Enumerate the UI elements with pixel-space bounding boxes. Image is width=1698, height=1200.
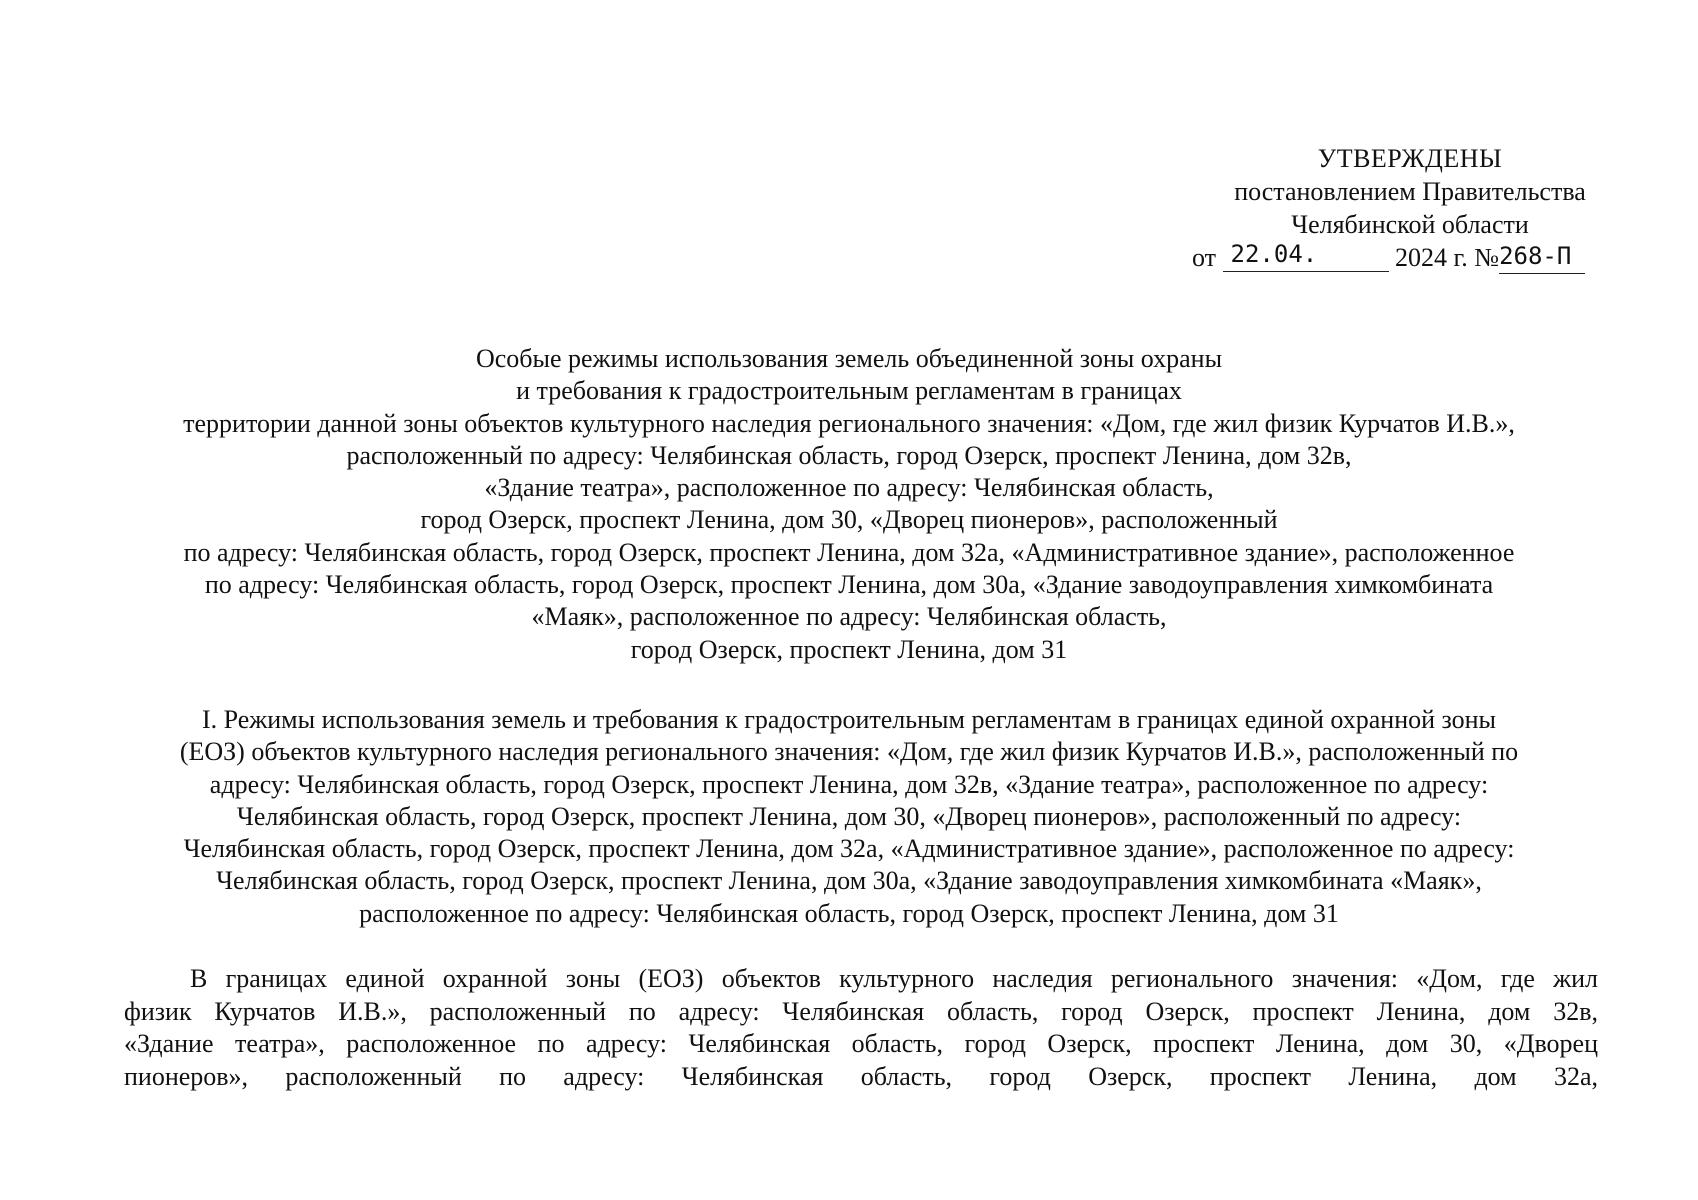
body-paragraph	[124, 963, 1598, 1093]
approval-region-line: Челябинской области	[1291, 210, 1529, 239]
section-heading-line: адресу: Челябинская область, город Озерск, проспект Ленина, дом 32в, «Здание театра», расположенное по адресу:	[209, 769, 1489, 799]
title-line: Особые режимы использования земель объединенной зоны охраны	[475, 344, 1223, 373]
approval-date-line	[1192, 241, 1640, 276]
section-heading-line: I. Режимы использования земель и требования к градостроительным регламентам в границах единой охранной зоны	[201, 705, 1497, 734]
document-title	[100, 343, 1598, 666]
title-line: территории данной зоны объектов культурного наследия регионального значения: «Дом, где жил физик Курчатов И.В.»,	[183, 408, 1515, 438]
paragraph-line: «Здание театра», расположенное по адресу: Челябинская область, город Озерск, проспект Ленина, дом 30, «Дворец	[124, 1029, 1598, 1058]
title-line: по адресу: Челябинская область, город Озерск, проспект Ленина, дом 32а, «Административное здание», расположенное	[183, 537, 1515, 567]
approval-number-field: 268-П	[1499, 240, 1585, 274]
section-heading-line: Челябинская область, город Озерск, проспект Ленина, дом 32а, «Административное здание», расположенное по адресу:	[183, 834, 1515, 864]
approval-year-label: 2024 г. №	[1395, 243, 1500, 272]
paragraph-line: пионеров», расположенный по адресу: Челябинская область, город Озерск, проспект Ленина, дом 32а,	[124, 1061, 1598, 1091]
title-line: город Озерск, проспект Ленина, дом 30, «Дворец пионеров», расположенный	[420, 505, 1278, 535]
section-1-heading	[100, 704, 1598, 930]
section-heading-line: Челябинская область, город Озерск, проспект Ленина, дом 30а, «Здание заводоуправления химкомбината «Маяк»,	[216, 866, 1482, 896]
title-line: «Здание театра», расположенное по адресу: Челябинская область,	[484, 473, 1214, 503]
approval-date-prefix: от	[1192, 243, 1217, 272]
title-line: город Озерск, проспект Ленина, дом 31	[630, 634, 1068, 664]
paragraph-line: В границах единой охранной зоны (ЕОЗ) объектов культурного наследия регионального значения: «Дом, где жил	[190, 964, 1598, 993]
section-heading-line: (ЕОЗ) объектов культурного наследия регионального значения: «Дом, где жил физик Курчатов И.В.», расположенный по	[179, 737, 1519, 767]
title-line: «Маяк», расположенное по адресу: Челябинская область,	[531, 602, 1167, 632]
approval-issuer-line: постановлением Правительства	[1234, 177, 1586, 206]
title-line: по адресу: Челябинская область, город Озерск, проспект Ленина, дом 30а, «Здание заводоуправления химкомбината	[204, 570, 1494, 600]
approval-block	[1180, 142, 1640, 276]
approval-heading: УТВЕРЖДЕНЫ	[1317, 144, 1503, 173]
paragraph-line: физик Курчатов И.В.», расположенный по адресу: Челябинская область, город Озерск, проспект Ленина, дом 32в,	[124, 996, 1598, 1026]
title-line: расположенный по адресу: Челябинская область, город Озерск, проспект Ленина, дом 32в,	[346, 440, 1352, 470]
approval-date-field: 22.04.	[1223, 238, 1389, 272]
section-heading-line: расположенное по адресу: Челябинская область, город Озерск, проспект Ленина, дом 31	[359, 898, 1339, 928]
section-heading-line: Челябинская область, город Озерск, проспект Ленина, дом 30, «Дворец пионеров», расположенный по адресу:	[236, 801, 1462, 831]
title-line: и требования к градостроительным регламентам в границах	[516, 376, 1182, 406]
